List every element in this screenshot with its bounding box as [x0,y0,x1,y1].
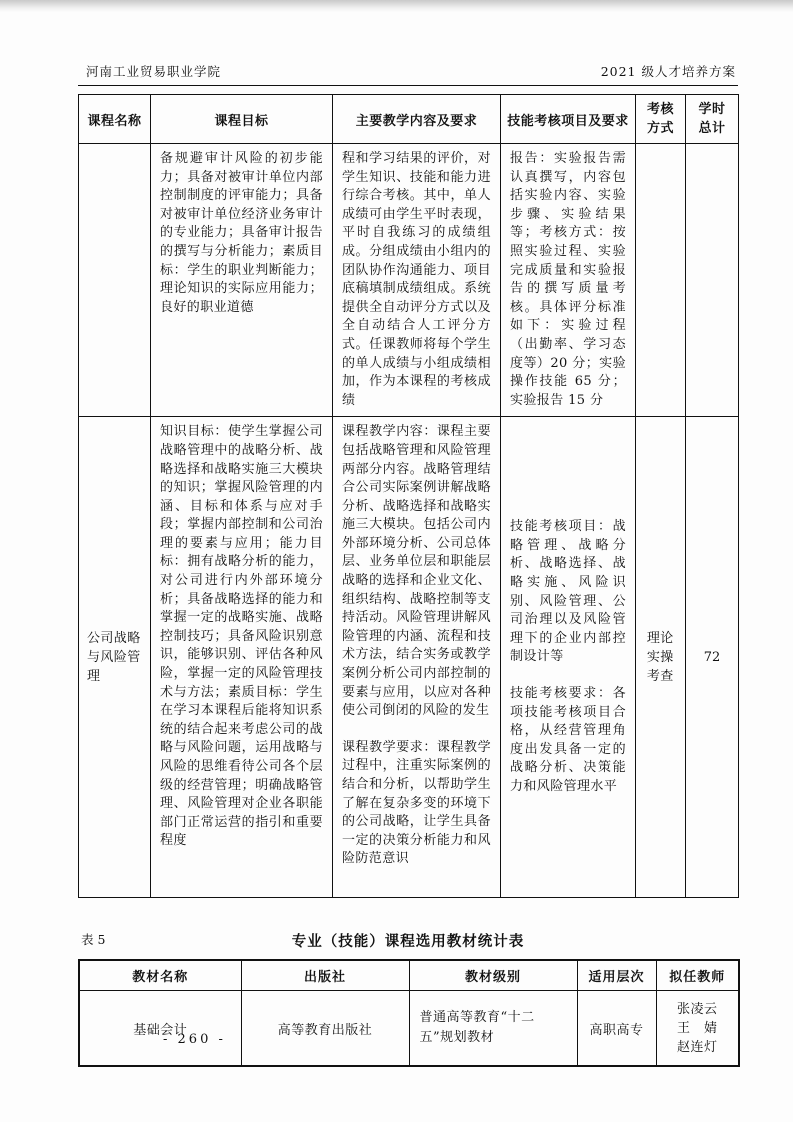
teaching-content-cell [333,417,501,898]
course-name-text: 公司战略与风险管理 [87,630,141,684]
header-row [79,95,739,144]
teacher-name: 王 婧 [676,1020,718,1036]
column-header-teachers: 拟任教师 [656,960,739,991]
textbook-name-cell: 基础会计 [79,991,241,1067]
column-header-publisher: 出版社 [241,960,409,991]
column-header-total-hours: 学时总计 [686,95,739,144]
applicable-level-cell: 高职高专 [577,991,656,1067]
textbook-table-caption [78,930,738,952]
textbook-table-title: 专业（技能）课程选用教材统计表 [291,933,525,951]
level-cell: 普通高等教育“十二五”规划教材 [409,991,577,1067]
table-number-label: 表 5 [81,932,106,948]
running-header [78,62,738,86]
publisher-cell: 高等教育出版社 [241,991,409,1067]
total-hours-cell [686,144,739,417]
teacher-name: 张凌云 [676,1001,718,1017]
table-row-continuation [79,144,739,417]
column-header-textbook-name: 教材名称 [79,960,241,991]
column-header-skill-assessment: 技能考核项目及要求 [501,95,636,144]
course-table [78,94,739,898]
course-name-cell [79,144,151,417]
textbook-table-header [79,960,739,991]
teacher-name: 赵连灯 [676,1039,718,1055]
exam-method-text: 理论实操考查 [646,630,674,684]
skill-assessment-items-paragraph: 技能考核项目：战略管理、战略分析、战略选择、战略实施、风险识别、风险管理、公司治理以及风险管理下的企业内部控制设计等 [510,519,626,665]
teaching-content-paragraph: 课程教学内容：课程主要包括战略管理和风险管理两部分内容。战略管理结合公司实际案例讲解战略分析、战略选择和战略实施三大模块。包括公司内外部环境分析、公司总体层、业务单位层和职能层战略的选择和企业文化、组织结构、战略控制等支持活动。风险管理讲解风险管理的内涵、流程和技术方法，结合实务或教学案例分析公司内部控制的要素与应用，以应对各种使公司倒闭的风险的发生 [342,424,491,719]
column-header-course-name: 课程名称 [79,95,151,144]
total-hours-value: 72 [703,649,721,665]
teaching-content-text: 程和学习结果的评价，对学生知识、技能和能力进行综合考核。其中，单人成绩可由学生平时表现，平时自我练习的成绩组成。分组成绩由小组内的团队协作沟通能力、项目底稿填制成绩组成。系统提供全自动评分方式以及全自动结合人工评分方式。任课教师将每个学生的单人成绩与小组成绩相加，作为本课程的考核成绩 [342,151,491,408]
scan-edge [0,0,793,12]
skill-assessment-cell [501,417,636,898]
table-row-course [79,417,739,898]
course-table-header [79,95,739,144]
column-header-exam-method: 考核方式 [636,95,686,144]
page-content [78,62,738,1067]
skill-assessment-requirements-paragraph: 技能考核要求：各项技能考核项目合格，从经营管理角度出发具备一定的战略分析、决策能力和风险管理水平 [510,685,626,794]
column-header-applicable-level: 适用层次 [577,960,656,991]
teaching-content-cell [333,144,501,417]
header-plan-title: 2021 级人才培养方案 [600,64,736,79]
course-name-cell [79,417,151,898]
teaching-requirements-paragraph: 课程教学要求：课程教学过程中，注重实际案例的结合和分析，以帮助学生了解在复杂多变的环境下的公司战略，让学生具备一定的决策分析能力和风险防范意识 [342,739,491,867]
header-school-name: 河南工业贸易职业学院 [86,64,222,79]
column-header-level: 教材级别 [409,960,577,991]
total-hours-cell [686,417,739,898]
column-header-teaching-content: 主要教学内容及要求 [333,95,501,144]
skill-assessment-text: 报告：实验报告需认真撰写，内容包括实验内容、实验步骤、实验结果等；考核方式：按照实验过程、实验完成质量和实验报告的撰写质量考核。具体评分标准如下：实验过程（出勤率、学习态度等）20 分；实验操作技能 65 分；实验报告 15 分 [510,151,626,408]
column-header-objectives: 课程目标 [151,95,333,144]
header-row [79,960,739,991]
table-row-textbook [79,991,739,1067]
exam-method-cell [636,144,686,417]
textbook-table [78,959,740,1067]
course-objectives-cell [151,144,333,417]
exam-method-cell [636,417,686,898]
course-objectives-cell [151,417,333,898]
objectives-text: 知识目标：使学生掌握公司战略管理中的战略分析、战略选择和战略实施三大模块的知识；掌握风险管理的内涵、目标和体系与应对手段；掌握内部控制和公司治理的要素与应用；能力目标：拥有战略分析的能力，对公司进行内外部环境分析；具备战略选择的能力和掌握一定的战略实施、战略控制技巧；具备风险识别意识，能够识别、评估各种风险，掌握一定的风险管理技术与方法；素质目标：学生在学习本课程后能将知识系统的结合起来考虑公司的战略与风险问题，运用战略与风险的思维看待公司各个层级的经营管理；明确战略管理、风险管理对企业各职能部门正常运营的指引和重要程度 [160,424,323,849]
skill-assessment-cell [501,144,636,417]
objectives-text: 备规避审计风险的初步能力；具备对被审计单位内部控制制度的评审能力；具备对被审计单位经济业务审计的专业能力；具备审计报告的撰写与分析能力；素质目标：学生的职业判断能力；理论知识的实际应用能力；良好的职业道德 [160,151,323,315]
teachers-cell [656,991,739,1067]
page-number: - 260 - [163,1032,226,1047]
